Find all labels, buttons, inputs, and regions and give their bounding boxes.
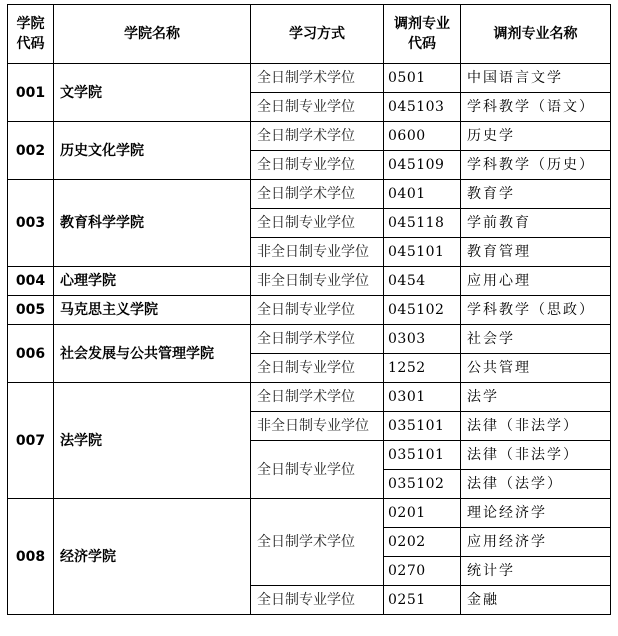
major-code: 045109	[384, 151, 461, 180]
study-mode: 全日制专业学位	[251, 209, 384, 238]
college-code: 007	[8, 383, 54, 499]
major-name: 法学	[461, 383, 611, 412]
table-row	[8, 325, 611, 354]
study-mode: 非全日制专业学位	[251, 238, 384, 267]
study-mode: 全日制学术学位	[251, 383, 384, 412]
major-name: 法律（非法学）	[461, 441, 611, 470]
major-name: 社会学	[461, 325, 611, 354]
major-code: 0301	[384, 383, 461, 412]
major-name: 教育学	[461, 180, 611, 209]
major-name: 历史学	[461, 122, 611, 151]
major-name: 教育管理	[461, 238, 611, 267]
major-code: 035102	[384, 470, 461, 499]
study-mode: 非全日制专业学位	[251, 412, 384, 441]
study-mode: 全日制学术学位	[251, 122, 384, 151]
header-college-code: 学院代码	[8, 5, 54, 64]
table-row	[8, 122, 611, 151]
college-name: 经济学院	[54, 499, 251, 615]
college-code: 008	[8, 499, 54, 615]
college-name: 马克思主义学院	[54, 296, 251, 325]
major-name: 学科教学（思政）	[461, 296, 611, 325]
transfer-majors-table	[7, 4, 611, 615]
table-row	[8, 180, 611, 209]
major-code: 045103	[384, 93, 461, 122]
major-code: 0270	[384, 557, 461, 586]
college-name: 教育科学学院	[54, 180, 251, 267]
major-name: 应用经济学	[461, 528, 611, 557]
major-name: 学前教育	[461, 209, 611, 238]
college-code: 005	[8, 296, 54, 325]
study-mode: 全日制专业学位	[251, 586, 384, 615]
major-code: 0201	[384, 499, 461, 528]
header-college-name: 学院名称	[54, 5, 251, 64]
major-name: 法律（法学）	[461, 470, 611, 499]
table-row	[8, 383, 611, 412]
major-name: 公共管理	[461, 354, 611, 383]
study-mode: 全日制专业学位	[251, 354, 384, 383]
major-name: 中国语言文学	[461, 64, 611, 93]
college-code: 006	[8, 325, 54, 383]
college-name: 历史文化学院	[54, 122, 251, 180]
college-name: 社会发展与公共管理学院	[54, 325, 251, 383]
table-row	[8, 296, 611, 325]
major-name: 统计学	[461, 557, 611, 586]
study-mode: 全日制学术学位	[251, 499, 384, 586]
college-name: 法学院	[54, 383, 251, 499]
major-name: 金融	[461, 586, 611, 615]
study-mode: 全日制学术学位	[251, 64, 384, 93]
study-mode: 全日制专业学位	[251, 151, 384, 180]
major-code: 045118	[384, 209, 461, 238]
study-mode: 全日制学术学位	[251, 180, 384, 209]
study-mode: 全日制专业学位	[251, 93, 384, 122]
major-code: 0454	[384, 267, 461, 296]
major-code: 035101	[384, 412, 461, 441]
college-name: 文学院	[54, 64, 251, 122]
header-major-code: 调剂专业代码	[384, 5, 461, 64]
table-row	[8, 64, 611, 93]
major-name: 学科教学（历史）	[461, 151, 611, 180]
header-study-mode: 学习方式	[251, 5, 384, 64]
major-code: 1252	[384, 354, 461, 383]
major-code: 045101	[384, 238, 461, 267]
major-code: 035101	[384, 441, 461, 470]
table-row	[8, 499, 611, 528]
major-name: 理论经济学	[461, 499, 611, 528]
study-mode: 全日制专业学位	[251, 441, 384, 499]
major-code: 0600	[384, 122, 461, 151]
study-mode: 全日制学术学位	[251, 325, 384, 354]
college-code: 002	[8, 122, 54, 180]
major-code: 0501	[384, 64, 461, 93]
major-code: 0251	[384, 586, 461, 615]
major-code: 045102	[384, 296, 461, 325]
major-name: 应用心理	[461, 267, 611, 296]
college-name: 心理学院	[54, 267, 251, 296]
major-code: 0202	[384, 528, 461, 557]
major-name: 学科教学（语文）	[461, 93, 611, 122]
major-name: 法律（非法学）	[461, 412, 611, 441]
major-code: 0303	[384, 325, 461, 354]
college-code: 001	[8, 64, 54, 122]
major-code: 0401	[384, 180, 461, 209]
college-code: 003	[8, 180, 54, 267]
table-row	[8, 267, 611, 296]
study-mode: 非全日制专业学位	[251, 267, 384, 296]
header-major-name: 调剂专业名称	[461, 5, 611, 64]
study-mode: 全日制专业学位	[251, 296, 384, 325]
college-code: 004	[8, 267, 54, 296]
header-row	[8, 5, 611, 64]
